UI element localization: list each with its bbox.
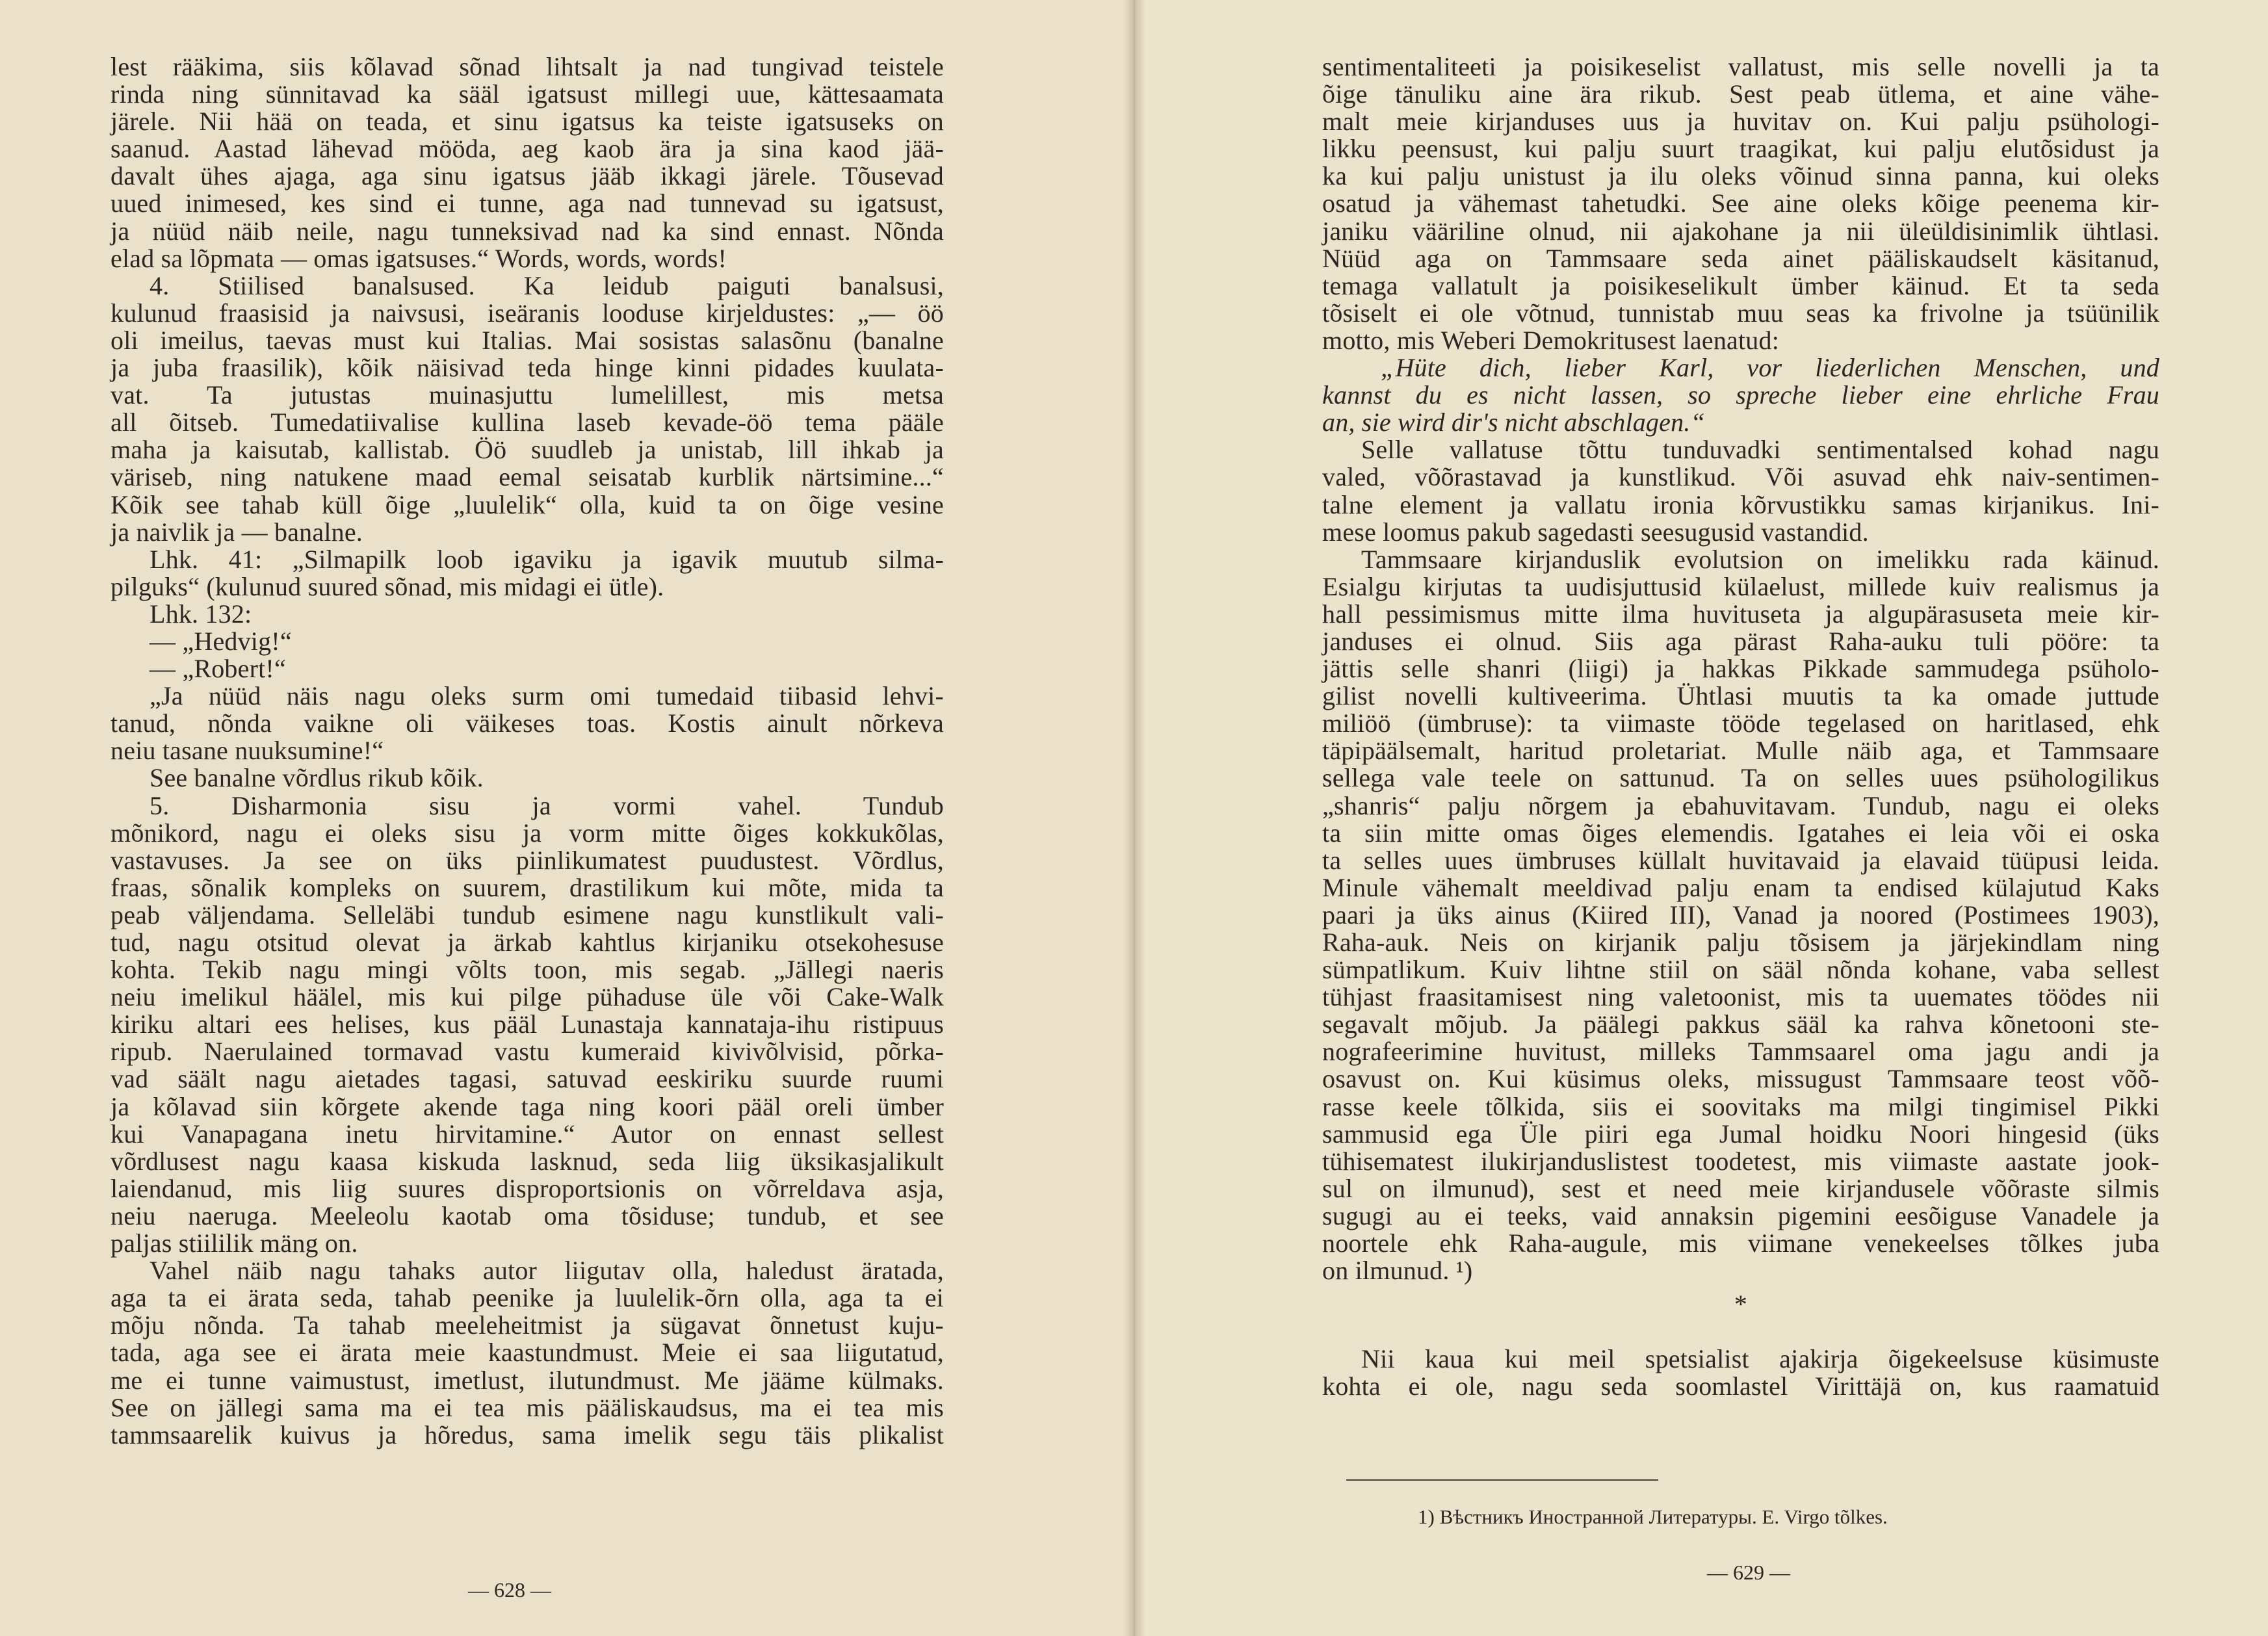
text-line: Nii kaua kui meil spetsialist ajakirja õigekeelsuse küsimuste (1361, 1344, 2159, 1374)
text-line: on ilmunud. ¹) (1322, 1256, 1473, 1286)
text-line: oli imeilus, taevas must kui Italias. Mai sosistas salasõnu (banalne (111, 325, 944, 355)
text-line: osatud ja vähemast tahetudki. See aine oleks kõige peenema kir- (1322, 188, 2159, 218)
text-line: tanud, nõnda vaikne oli väikeses toas. Kostis ainult nõrkeva (111, 708, 944, 738)
text-line: laiendanud, mis liig suures disproportsionis on võrreldava asja, (111, 1173, 944, 1203)
text-line: sümpatlikum. Kuiv lihtne stiil on sääl nõnda kohane, vaba sellest (1322, 955, 2159, 985)
text-line: Lhk. 132: (150, 599, 252, 629)
right-page (1134, 0, 2268, 1636)
quote-line: „Hüte dich, lieber Karl, vor liederlichen Menschen, und (1381, 353, 2159, 383)
text-line: maha ja kaisutab, kallistab. Öö suudleb ja unistab, lill ihkab ja (111, 435, 944, 465)
text-line: tõsiselt ei ole võtnud, tunnistab muu seas ka frivolne ja tsüünilik (1322, 298, 2159, 328)
left-page-text (111, 53, 944, 1449)
text-line: sentimentaliteeti ja poisikeselist vallatust, mis selle novelli ja ta (1322, 52, 2159, 81)
text-line: Raha-auk. Neis on kirjanik palju tõsisem ja järjekindlam ning (1322, 928, 2159, 957)
text-line: väriseb, ning natukene maad eemal seisatab kurblik närtsimine...“ (111, 462, 944, 492)
text-line: rinda ning sünnitavad ka sääl igatsust millegi uue, kättesaamata (111, 79, 944, 109)
text-line: jättis selle shanri (liigi) ja hakkas Pikkade sammudega psüholo- (1322, 654, 2159, 684)
text-line: tühjast fraasitamisest ning valetoonist, mis ta uuemates töödes nii (1322, 982, 2159, 1012)
text-line: — „Robert!“ (150, 654, 286, 684)
text-line: sul on ilmunud), sest et need meie kirjandusele võõraste silmis (1322, 1173, 2159, 1203)
text-line: „shanris“ palju nõrgem ja ebahuvitavam. Tundub, nagu ei oleks (1322, 790, 2159, 820)
text-line: ka kui palju unistust ja ilu oleks võinud sinna panna, kui oleks (1322, 161, 2159, 191)
text-line: talne element ja vallatu ironia kõrvustikku samas kirjanikus. Ini- (1322, 489, 2159, 519)
text-line: all õitseb. Tumedatiivalise kullina laseb kevade-öö tema pääle (111, 408, 944, 437)
text-line: janiku vääriline olnud, nii ajakohane ja nii üleüldisinimlik ühtlasi. (1322, 216, 2159, 246)
text-line: Lhk. 41: „Silmapilk loob igaviku ja igavik muutub silma- (150, 544, 944, 574)
text-line: sammusid ega Üle piiri ega Jumal hoidku Noori hingesid (üks (1322, 1119, 2159, 1149)
text-line: gilist novelli kultiveerima. Ühtlasi muutis ta ka omade juttude (1322, 681, 2159, 711)
text-line: paari ja üks ainus (Kiired III), Vanad ja noored (Postimees 1903), (1322, 900, 2159, 929)
text-line: Tammsaare kirjanduslik evolutsion on imelikku rada käinud. (1361, 544, 2159, 574)
text-line: tühisematest ilukirjanduslistest toodetest, mis viimaste aastate jook- (1322, 1146, 2159, 1176)
text-line: hall pessimismus mitte ilma huvituseta ja algupärasuseta meie kir- (1322, 599, 2159, 629)
text-line: tada, aga see ei ärata meie kaastundmust. Meie ei saa liigutatud, (111, 1338, 944, 1368)
page-number: — 629 — (1707, 1561, 1790, 1584)
footnote: 1) Вѣстникъ Иностранной Литературы. E. Virgo tõlkes. (1418, 1505, 1888, 1528)
text-line: Vahel näib nagu tahaks autor liigutav olla, haledust äratada, (150, 1256, 944, 1286)
quote-line: an, sie wird dir's nicht abschlagen.“ (1322, 408, 1705, 437)
text-line: rasse keele tõlkida, siis ei soovitaks ma milgi tingimisel Pikki (1322, 1091, 2159, 1121)
text-line: lest rääkima, siis kõlavad sõnad lihtsalt ja nad tungivad teistele (111, 52, 944, 81)
text-line: neiu imelikul häälel, mis kui pilge pühaduse üle või Cake-Walk (111, 982, 944, 1012)
section-heading-line: 4. Stiilised banalsused. Ka leidub paiguti banalsusi, (150, 270, 944, 300)
text-line: „Ja nüüd näis nagu oleks surm omi tumedaid tiibasid lehvi- (150, 681, 944, 711)
text-line: elad sa lõpmata — omas igatsuses.“ Words, words, words! (111, 243, 727, 273)
text-line: valed, võõrastavad ja kunstlikud. Või asuvad ehk naiv-sentimen- (1322, 462, 2159, 492)
text-line: ta siin mitte omas õiges elemendis. Igatahes ei leia või ei oska (1322, 818, 2159, 848)
text-line: järele. Nii hää on teada, et sinu igatsus ka teiste igatsuseks on (111, 107, 944, 136)
text-line: likku peensust, kui palju suurt traagikat, kui palju elutõsidust ja (1322, 134, 2159, 164)
text-line: tammsaarelik kuivus ja hõredus, sama imelik segu täis plikalist (111, 1420, 944, 1449)
text-line: uued inimesed, kes sind ei tunne, aga nad tunnevad su igatsust, (111, 188, 944, 218)
text-line: neiu tasane nuuksumine!“ (111, 736, 384, 766)
section-heading-line: 5. Disharmonia sisu ja vormi vahel. Tundub (150, 790, 944, 820)
text-line: ta selles uues ümbruses küllalt huvitavaid ja elavaid tüüpusi leida. (1322, 845, 2159, 875)
text-line: ja kõlavad siin kõrgete akende taga ning koori pääl oreli ümber (111, 1091, 944, 1121)
text-line: õige tänuliku aine ära rikub. Sest peab ütlema, et aine vähe- (1322, 79, 2159, 109)
book-gutter (1123, 0, 1145, 1636)
text-line: täpipäälsemalt, haritud proletariat. Mulle näib aga, et Tammsaare (1322, 736, 2159, 766)
text-line: Selle vallatuse tõttu tunduvadki sentimentalsed kohad nagu (1361, 435, 2159, 465)
text-line: See on jällegi sama ma ei tea mis pääliskaudsus, ma ei tea mis (111, 1392, 944, 1422)
text-line: malt meie kirjanduses uus ja huvitav on. Kui palju psühologi- (1322, 107, 2159, 136)
text-line: saanud. Aastad lähevad mööda, aeg kaob ära ja sina kaod jää- (111, 134, 944, 164)
text-line: sellega vale teele on sattunud. Ta on selles uues psühologilikus (1322, 763, 2159, 793)
text-line: võrdlusest nagu kaasa kiskuda lasknud, seda liig üksikasjalikult (111, 1146, 944, 1176)
text-line: nografeerimine huvitust, milleks Tammsaarel oma jagu andi ja (1322, 1037, 2159, 1067)
text-line: kohta. Tekib nagu mingi võlts toon, mis segab. „Jällegi naeris (111, 955, 944, 985)
text-line: noortele ehk Raha-augule, mis viimane venekeelses tõlkes juba (1322, 1228, 2159, 1258)
text-line: aga ta ei ärata seda, tahab peenike ja luulelik-õrn olla, aga ta ei (111, 1283, 944, 1313)
text-line: kiriku altari ees helises, kus pääl Lunastaja kannataja-ihu ristipuus (111, 1009, 944, 1039)
text-line: ripub. Naerulained tormavad vastu kumeraid kivivõlvisid, põrka- (111, 1037, 944, 1067)
text-line: pilguks“ (kulunud suured sõnad, mis midagi ei ütle). (111, 571, 664, 601)
text-line: Esialgu kirjutas ta uudisjuttusid külaelust, millede kuiv realismus ja (1322, 571, 2159, 601)
text-line: temaga vallatult ja poisikeselikult ümber käinud. Et ta seda (1322, 270, 2159, 300)
text-line: kulunud fraasisid ja naivsusi, iseäranis looduse kirjeldustes: „— öö (111, 298, 944, 328)
text-line: mõnikord, nagu ei oleks sisu ja vorm mitte õiges kokkukõlas, (111, 818, 944, 848)
text-line: segavalt mõjub. Ja päälegi pakkus sääl ka rahva kõnetooni ste- (1322, 1009, 2159, 1039)
text-line: fraas, sõnalik kompleks on suurem, drastilikum kui mõte, mida ta (111, 872, 944, 902)
right-page-text (1322, 53, 2159, 1400)
text-line: davalt ühes ajaga, aga sinu igatsus jääb ikkagi järele. Tõusevad (111, 161, 944, 191)
text-line: kui Vanapagana inetu hirvitamine.“ Autor on ennast sellest (111, 1119, 944, 1149)
text-line: osavust on. Kui küsimus oleks, missugust Tammsaare teost võõ- (1322, 1064, 2159, 1094)
text-line: ja juba fraasilik), kõik näisivad teda hinge kinni pidades kuulata- (111, 353, 944, 383)
text-line: sugugi au ei teeks, vaid annaksin pigemini eesõiguse Vanadele ja (1322, 1201, 2159, 1230)
text-line: miliöö (ümbruse): ta viimaste tööde tegelased on haritlased, ehk (1322, 708, 2159, 738)
text-line: janduses ei olnud. Siis aga pärast Raha-auku tuli pööre: ta (1322, 626, 2159, 656)
text-line: paljas stiililik mäng on. (111, 1228, 358, 1258)
text-line: vad säält nagu aietades tagasi, satuvad eeskiriku suurde ruumi (111, 1064, 944, 1094)
text-line: ja nüüd näib neile, nagu tunneksivad nad ka sind ennast. Nõnda (111, 216, 944, 246)
text-line: — „Hedvig!“ (150, 626, 292, 656)
text-line: Minule vähemalt meeldivad palju enam ta endised külajutud Kaks (1322, 872, 2159, 902)
text-line: motto, mis Weberi Demokritusest laenatud: (1322, 325, 1780, 355)
text-line: mõju nõnda. Ta tahab meeleheitmist ja sügavat õnnetust kuju- (111, 1310, 944, 1340)
text-line: kohta ei ole, nagu seda soomlastel Virittäjä on, kus raamatuid (1322, 1371, 2159, 1401)
text-line: vat. Ta jutustas muinasjuttu lumelillest, mis metsa (111, 380, 944, 410)
text-line: peab väljendama. Selleläbi tundub esimene nagu kunstlikult vali- (111, 900, 944, 929)
text-line: Nüüd aga on Tammsaare seda ainet pääliskaudselt käsitanud, (1322, 243, 2159, 273)
section-separator-asterisk: * (1734, 1290, 1748, 1319)
quote-line: kannst du es nicht lassen, so spreche lieber eine ehrliche Frau (1322, 380, 2159, 410)
text-line: Kõik see tahab küll õige „luulelik“ olla, kuid ta on õige vesine (111, 489, 944, 519)
text-line: neiu naeruga. Meeleolu kaotab oma tõsiduse; tundub, et see (111, 1201, 944, 1230)
text-line: ja naivlik ja — banalne. (111, 517, 363, 547)
text-line: mese loomus pakub sagedasti seesugusid vastandid. (1322, 517, 1869, 547)
footnote-rule (1346, 1479, 1658, 1481)
text-line: me ei tunne vaimustust, imetlust, ilutundmust. Me jääme külmaks. (111, 1365, 944, 1395)
text-line: See banalne võrdlus rikub kõik. (150, 763, 484, 793)
text-line: vastavuses. Ja see on üks piinlikumatest puudustest. Võrdlus, (111, 845, 944, 875)
text-line: tud, nagu otsitud olevat ja ärkab kahtlus kirjaniku otsekohesuse (111, 928, 944, 957)
page-number: — 628 — (468, 1578, 551, 1602)
